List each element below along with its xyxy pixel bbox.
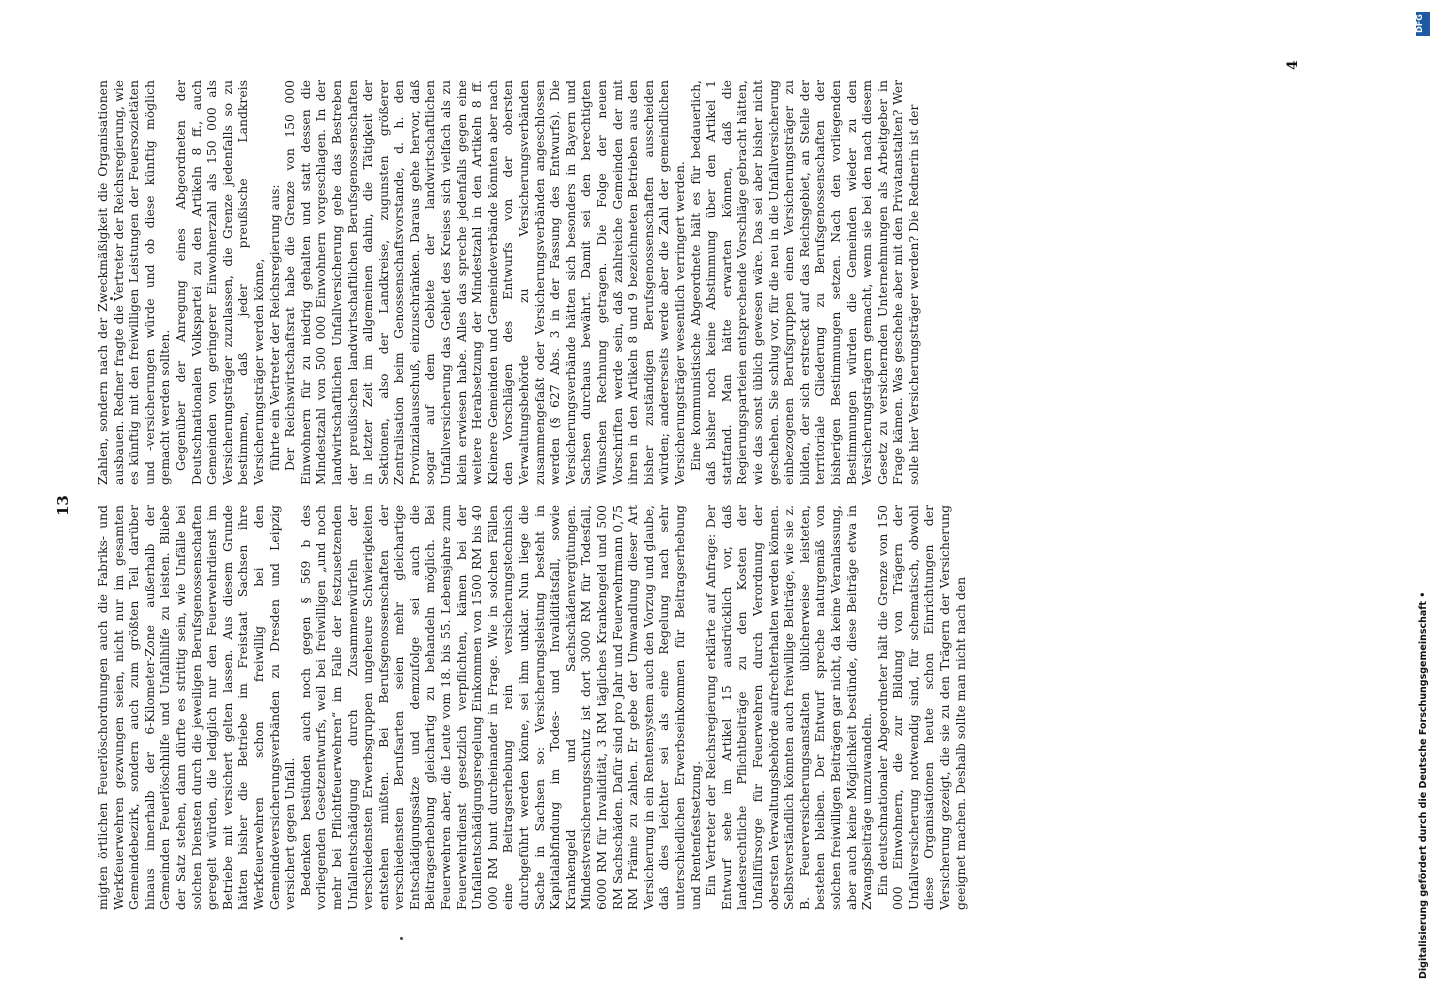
- dfg-logo: DFG: [1416, 12, 1430, 36]
- paragraph: Bedenken bestünden auch noch gegen § 569 b des vorliegenden Gesetzentwurfs, weil bei freiwilligen „und noch mehr bei Pflichtfeuerwehren“ im Falle der festzusetzenden Unfallentschädigung durch Zusammenwürfeln der verschiedensten Erwerbsgruppen ungeheure Schwierigkeiten entstehen müßten. Bei Berufsgenossenschaften der verschiedensten Berufsarten seien mehr gleichartige Entschädigungssätze und demzufolge sei auch die Beitragserhebung gleichartig zu behandeln möglich. Bei Feuerwehren aber, die Leute vom 18. bis 55. Lebensjahre zum Feuerwehrdienst gesetzlich verpflichten, kämen bei der Unfallentschädigungsregelung Einkommen von 1500 RM bis 40 000 RM bunt durcheinander in Frage. Wie in solchen Fällen eine Beitragserhebung rein versicherungstechnisch durchgeführt werden könne, sei ihm unklar. Nun liege die Sache in Sachsen so: Versicherungsleistung besteht in Kapitalabfindung im Todes- und Invaliditätsfall, sowie Krankengeld und Sachschädenvergütungen. Mindestversicherungsschutz ist dort 3000 RM für Todesfall, 6000 RM für Invalidität, 3 RM tägliches Krankengeld und 500 RM Sachschäden. Dafür sind pro Jahr und Feuerwehrmann 0,75 RM Prämie zu zahlen. Er gebe der Umwandlung dieser Art Versicherung in ein Rentensystem auch den Vorzug und glaube, daß dies leichter sei als eine Regelung nach sehr unterschiedlichen Erwerbseinkommen für Beitragserhebung und Rentenfestsetzung.: [297, 505, 703, 910]
- paragraph: führte ein Vertreter der Reichsregierung aus:: [266, 184, 282, 471]
- right-text-column: [95, 80, 921, 485]
- left-text-column: [95, 505, 968, 910]
- footer-number: 4: [1285, 60, 1301, 70]
- digitization-sidebar: [1416, 6, 1430, 991]
- scan-speck: [400, 937, 403, 940]
- paragraph: Ein deutschnationaler Abgeordneter hält die Grenze von 150 000 Einwohnern, die zur Bildung von Trägern der Unfallversicherung notwendig sind, für schematisch, obwohl diese Organisationen heute schon Einrichtungen der Versicherung gezeigt, die sie zu den Trägern der Versicherung geeignet machen. Deshalb sollte man nicht nach den: [874, 505, 968, 910]
- paragraph: Eine kommunistische Abgeordnete hält es für bedauerlich, daß bisher noch keine Abstimmung über den Artikel 1 stattfand. Man hätte erwarten können, daß die Regierungsparteien entsprechende Vorschläge gebracht hätten, wie das sonst üblich gewesen wäre. Das sei aber bisher nicht geschehen. Sie schlug vor, für die neu in die Unfallversicherung einbezogenen Berufsgruppen einen Versicherungsträger zu bilden, der sich erstreckt auf das Reichsgebiet, an Stelle der territoriale Gliederung zu Berufsgenossenschaften der bisherigen Bestimmungen setzen. Nach den vorliegenden Bestimmungen würden die Gemeinden wieder zu den Versicherungsträgern gemacht, wenn sie bei den nach diesem Gesetz zu versichernden Unternehmungen als Arbeitgeber in Frage kämen. Was geschehe aber mit den Privatanstalten? Wer solle hier Versicherungsträger werden? Die Rednerin ist der: [687, 80, 921, 485]
- paragraph: Zahlen, sondern nach der Zweckmäßigkeit die Organisationen ausbauen. Redner fragte die Vertreter der Reichsregierung, wie es künftig mit den freiwilligen Leistungen der Feuersozietäten und -versicherungen würde und ob diese künftig möglich gemacht werden sollten.: [95, 80, 173, 485]
- paragraph: Der Reichswirtschaftsrat habe die Grenze von 150 000 Einwohnern für zu niedrig gehalten und statt dessen die Mindestzahl von 500 000 Einwohnern vorgeschlagen. In der landwirtschaftlichen Unfallversicherung gehe das Bestreben der preußischen landwirtschaftlichen Berufsgenossenschaften in letzter Zeit im allgemeinen dahin, die Tätigkeit der Sektionen, also der Landkreise, zugunsten größerer Zentralisation beim Genossenschaftsvorstande, d. h. den Provinzialausschuß, einzuschränken. Daraus gehe hervor, daß sogar auf dem Gebiete der landwirtschaftlichen Unfallversicherung das Gebiet des Kreises sich vielfach als zu klein erwiesen habe. Alles das spreche jedenfalls gegen eine weitere Herabsetzung der Mindestzahl in den Artikeln 8 ff. Kleinere Gemeinden und Gemeindeverbände könnten aber nach den Vorschlägen des Entwurfs von der obersten Verwaltungsbehörde zu Versicherungsverbänden zusammengefaßt oder Versicherungsverbänden angeschlossen werden (§ 627 Abs. 3 in der Fassung des Entwurfs). Die Versicherungsverbände hätten sich besonders in Bayern und Sachsen durchaus bewährt. Damit sei den berechtigten Wünschen Rechnung getragen. Die Folge der neuen Vorschriften werde sein, daß zahlreiche Gemeinden der mit ihren in den Artikeln 8 und 9 bezeichneten Betrieben aus den bisher zuständigen Berufsgenossenschaften ausscheiden würden; andererseits werde aber die Zahl der gemeindlichen Versicherungsträger wesentlich verringert werden.: [282, 80, 687, 485]
- page-number: 13: [54, 495, 72, 516]
- digitization-credit: Digitalisierung gefördert durch die Deutsche Forschungsgemeinschaft •: [1418, 591, 1429, 979]
- paragraph: Ein Vertreter der Reichsregierung erklärte auf Anfrage: Der Entwurf sehe im Artikel 15 ausdrücklich vor, daß landesrechtliche Pflichtbeiträge zu den Kosten der Unfallfürsorge für Feuerwehren durch Verordnung der obersten Verwaltungsbehörde aufrechterhalten werden können. Selbstverständlich könnten auch freiwillige Beiträge, wie sie z. B. Feuerversicherungsanstalten üblicherweise leisteten, bestehen bleiben. Der Entwurf spreche naturgemäß von solchen freiwilligen Beiträgen gar nicht, da keine Veranlassung, aber auch keine Möglichkeit bestünde, diese Beiträge etwa in Zwangsbeiträge umzuwandeln.: [703, 505, 875, 910]
- paragraph: Gegenüber der Anregung eines Abgeordneten der Deutschnationalen Volkspartei zu den Artikeln 8 ff., auch Gemeinden von geringerer Einwohnerzahl als 150 000 als Versicherungsträger zuzulassen, die Grenze jedenfalls so zu bestimmen, daß jeder preußische Landkreis Versicherungsträger werden könne,: [172, 80, 266, 485]
- paragraph: migten örtlichen Feuerlöschordnungen auch die Fabriks- und Werkfeuerwehren gezwungen seien, nicht nur im gesamten Gemeindebezirk, sondern auch zum größten Teil darüber hinaus innerhalb der 6-Kilometer-Zone außerhalb der Gemeinden Feuerlöschhilfe und Unfallhilfe zu leisten. Bliebe der Satz stehen, dann dürfte es strittig sein, wie Unfälle bei solchen Diensten durch die jeweiligen Berufsgenossenschaften geregelt würden, die lediglich nur den Feuerwehrdienst im Betriebe mit versichert gelten lassen. Aus diesem Grunde hätten bisher die Betriebe im Freistaat Sachsen ihre Werkfeuerwehren schon freiwillig bei den Gemeindeversicherungsverbänden zu Dresden und Leipzig versichert gegen Unfall.: [95, 505, 298, 910]
